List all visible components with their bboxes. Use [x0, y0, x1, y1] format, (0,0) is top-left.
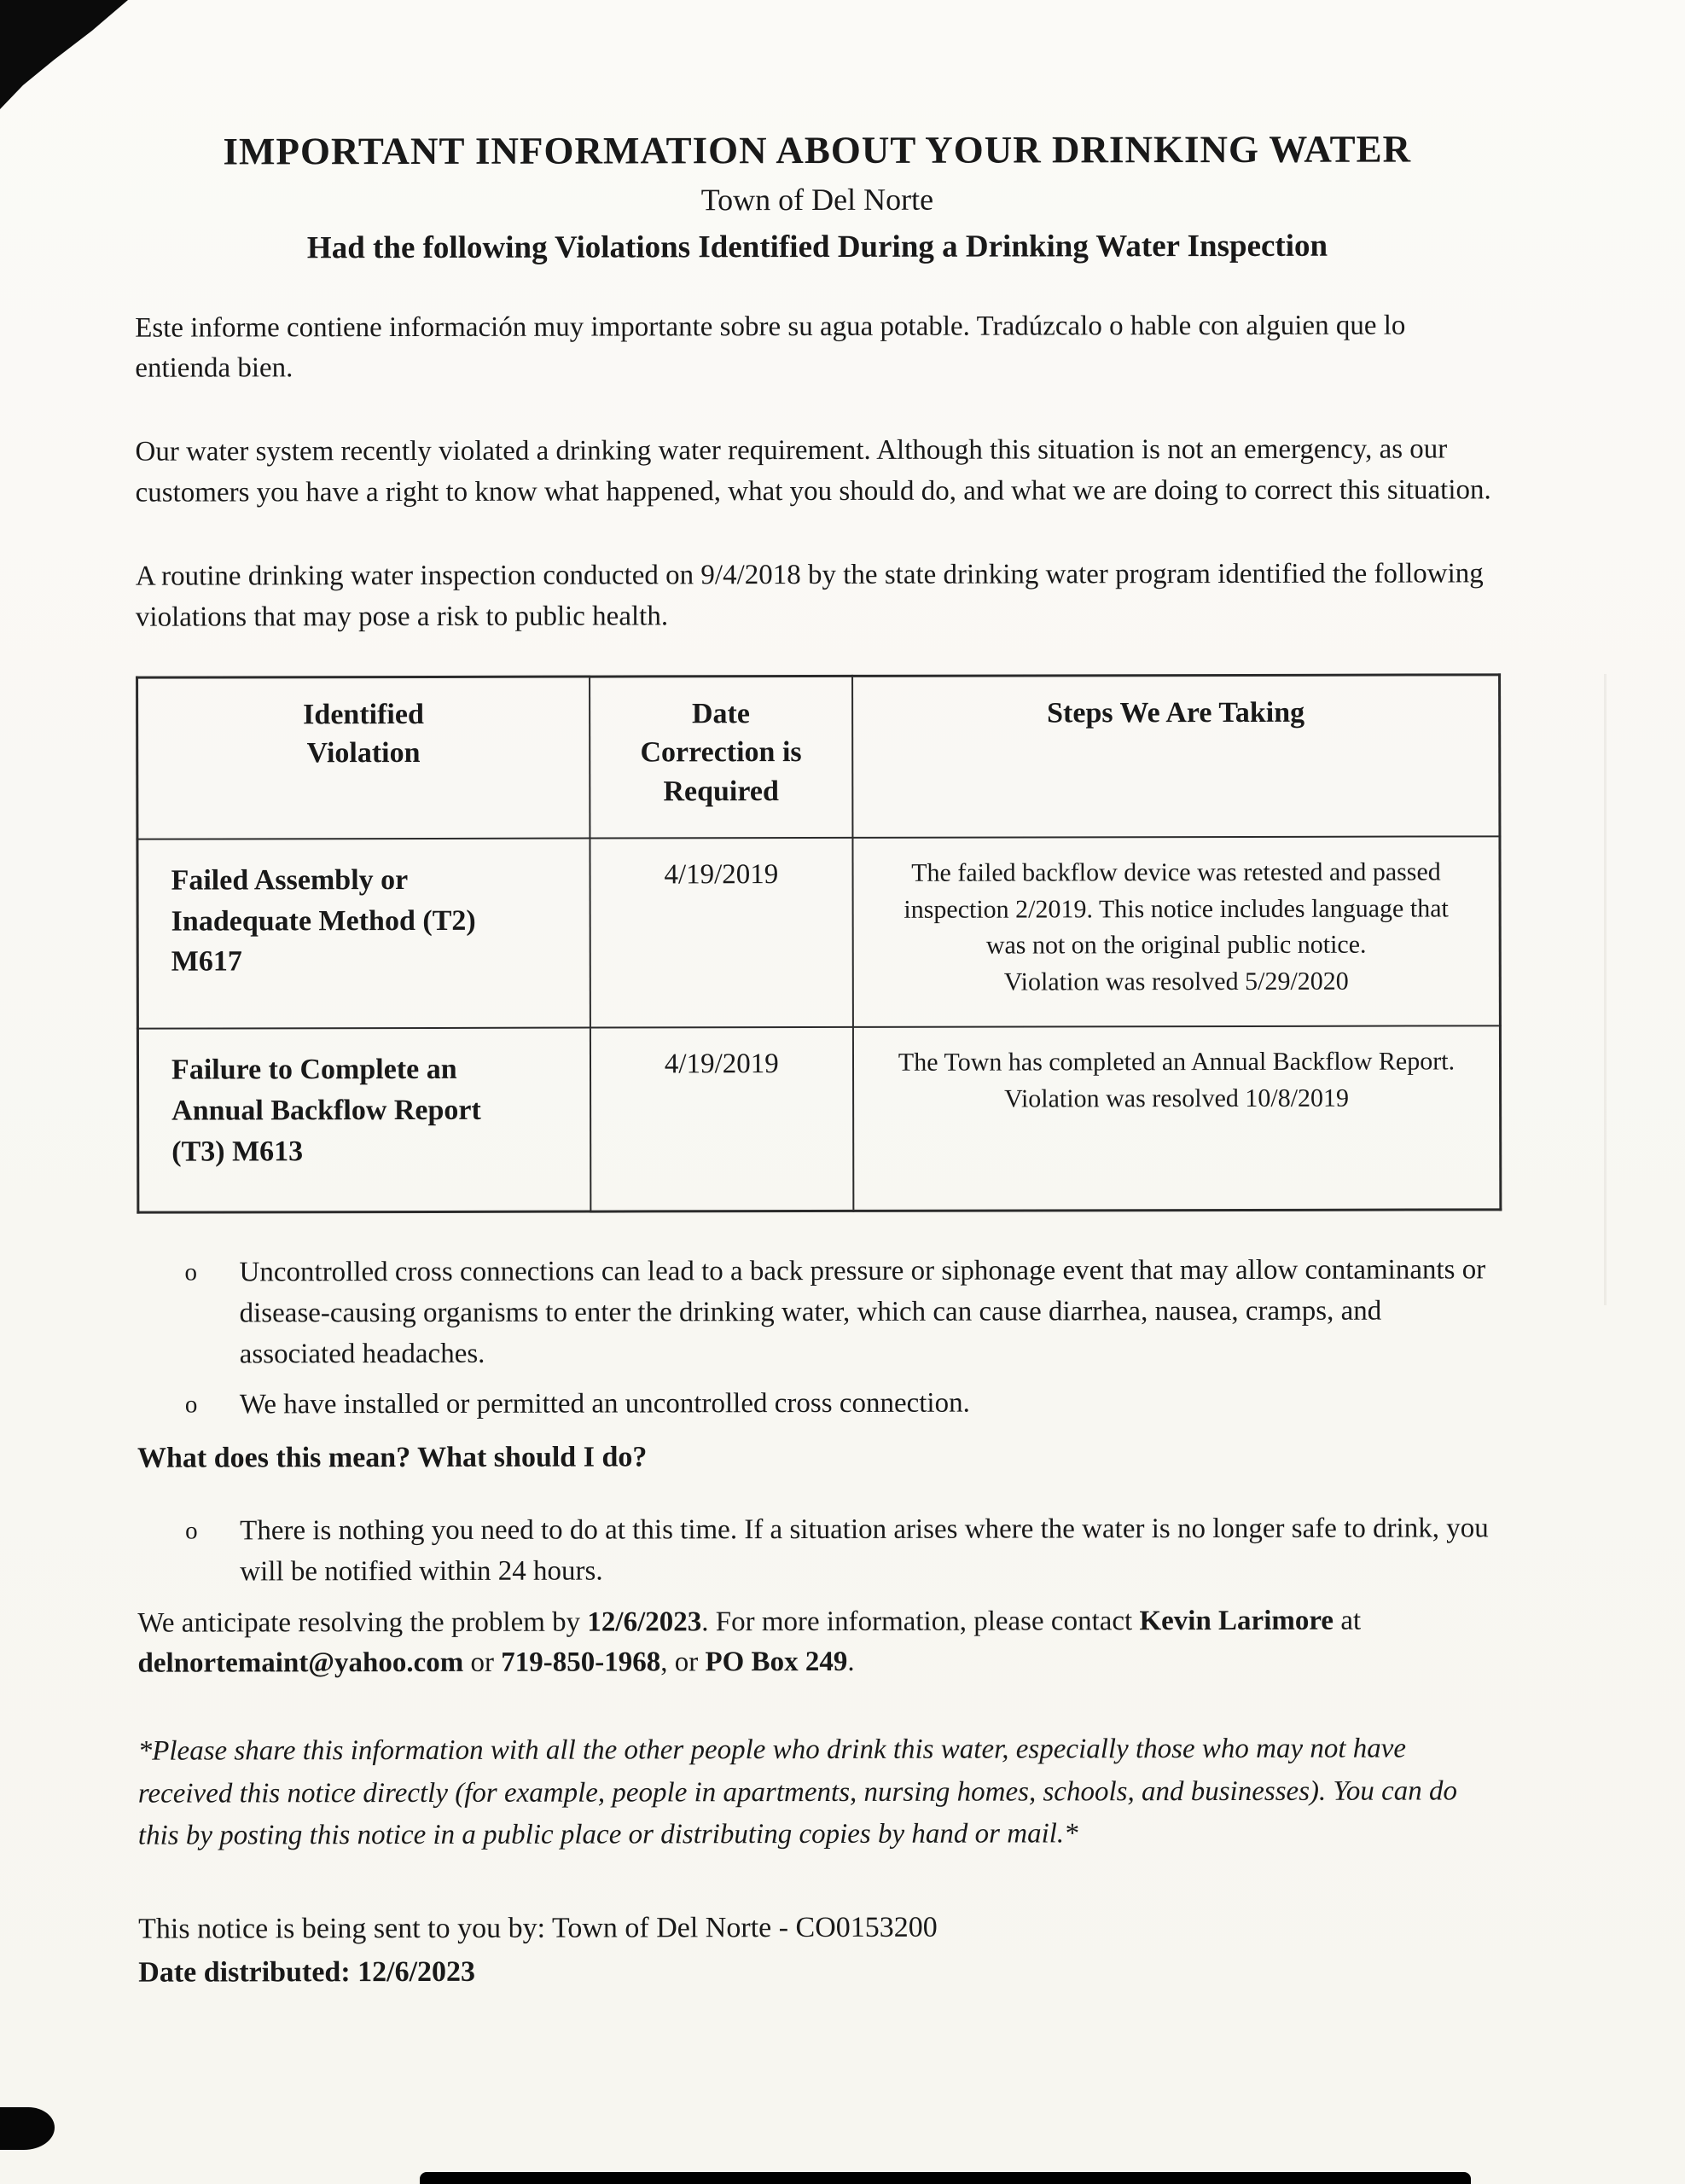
steps-text: The failed backflow device was retested and passed inspection 2/2019. This notice includes language that was not on the original public notice. [904, 857, 1449, 960]
date-distributed-line [138, 1948, 1503, 1994]
health-effects-list [137, 1250, 1502, 1426]
list-item [137, 1250, 1502, 1375]
spanish-notice-paragraph: Este informe contiene información muy importante sobre su agua potable. Tradúzcalo o hable con alguien que lo entienda bien. [135, 310, 1406, 385]
contact-name: Kevin Larimore [1139, 1605, 1334, 1636]
steps-cell [853, 1026, 1501, 1211]
violation-summary-paragraph: Our water system recently violated a drinking water requirement. Although this situation is not an emergency, as our customers you have a right to know what happened, what you should do, and what we are doing to correct this situation. [135, 433, 1491, 508]
resolved-text: Violation was resolved 5/29/2020 [1003, 967, 1349, 996]
column-header-steps: Steps We Are Taking [852, 674, 1500, 838]
contact-text: or [463, 1647, 502, 1679]
town-name: Town of Del Norte [700, 182, 934, 218]
scan-artifact-corner-icon [0, 0, 128, 109]
column-header-date-correction: Date Correction is Required [590, 676, 853, 839]
contact-text: . For more information, please contact [701, 1605, 1140, 1637]
contact-paragraph [137, 1600, 1502, 1685]
contact-text: , or [660, 1647, 706, 1678]
contact-text: at [1333, 1605, 1362, 1636]
resolved-text: Violation was resolved 10/8/2019 [1004, 1083, 1350, 1113]
correction-date: 4/19/2019 [590, 1027, 854, 1211]
footer-block [138, 1904, 1503, 1994]
bullet-marker-icon: o [185, 1517, 198, 1545]
list-item [137, 1383, 1502, 1426]
list-item-text: There is nothing you need to do at this time. If a situation arises where the water is no longer safe to drink, you will be notified within 24 hours. [240, 1513, 1489, 1588]
violation-name: Failed Assembly or Inadequate Method (T2) M617 [137, 839, 590, 1029]
list-item [137, 1508, 1502, 1593]
share-instructions-paragraph: *Please share this information with all the other people who drink this water, especially those who may not have received this notice directly (for example, people in apartments, nursing homes, schools, and businesses). You can do this by posting this notice in a public place or distributing copies by hand or mail.* [137, 1733, 1458, 1851]
contact-email: delnortemaint@yahoo.com [137, 1647, 464, 1680]
list-item-text: We have installed or permitted an uncontrolled cross connection. [239, 1388, 970, 1420]
bullet-marker-icon: o [184, 1391, 198, 1420]
violation-name: Failure to Complete an Annual Backflow Report (T3) M613 [137, 1028, 590, 1212]
sent-by-label: This notice is being sent to you by: [138, 1912, 546, 1945]
contact-po-box: PO Box 249 [705, 1647, 848, 1678]
inspection-paragraph: A routine drinking water inspection conducted on 9/4/2018 by the state drinking water program identified the following violations that may pose a risk to public health. [135, 558, 1484, 633]
scan-crease [1604, 674, 1607, 1305]
column-header-identified-violation: Identified Violation [137, 677, 590, 839]
table-row [137, 836, 1500, 1029]
contact-text: . [847, 1647, 855, 1678]
date-distributed-value: 12/6/2023 [357, 1955, 476, 1988]
sent-by-value: Town of Del Norte - CO0153200 [551, 1911, 938, 1944]
violations-table [136, 673, 1502, 1214]
scan-artifact-blob-icon [0, 2107, 55, 2150]
bullet-marker-icon: o [184, 1258, 198, 1287]
steps-cell [852, 836, 1500, 1027]
correction-date: 4/19/2019 [590, 838, 853, 1028]
resolve-date: 12/6/2023 [587, 1606, 702, 1638]
document-title: IMPORTANT INFORMATION ABOUT YOUR DRINKING WATER [223, 127, 1412, 173]
contact-phone: 719-850-1968 [501, 1647, 661, 1679]
table-header-row [137, 674, 1500, 839]
document-subtitle: Had the following Violations Identified During a Drinking Water Inspection [306, 228, 1328, 266]
contact-text: We anticipate resolving the problem by [137, 1606, 588, 1639]
sent-by-line [138, 1904, 1503, 1950]
document-content [135, 125, 1504, 1994]
date-distributed-label: Date distributed: [138, 1955, 351, 1989]
table-row [137, 1026, 1500, 1212]
steps-text: The Town has completed an Annual Backflow Report. [898, 1047, 1455, 1077]
what-does-this-mean-heading: What does this mean? What should I do? [137, 1441, 648, 1474]
list-item-text: Uncontrolled cross connections can lead to a back pressure or siphonage event that may allow contaminants or disease-causing organisms to enter the drinking water, which can cause diarrhea, nausea, cramps, and associated headaches. [239, 1254, 1486, 1370]
scan-artifact-bar-icon [420, 2172, 1471, 2184]
